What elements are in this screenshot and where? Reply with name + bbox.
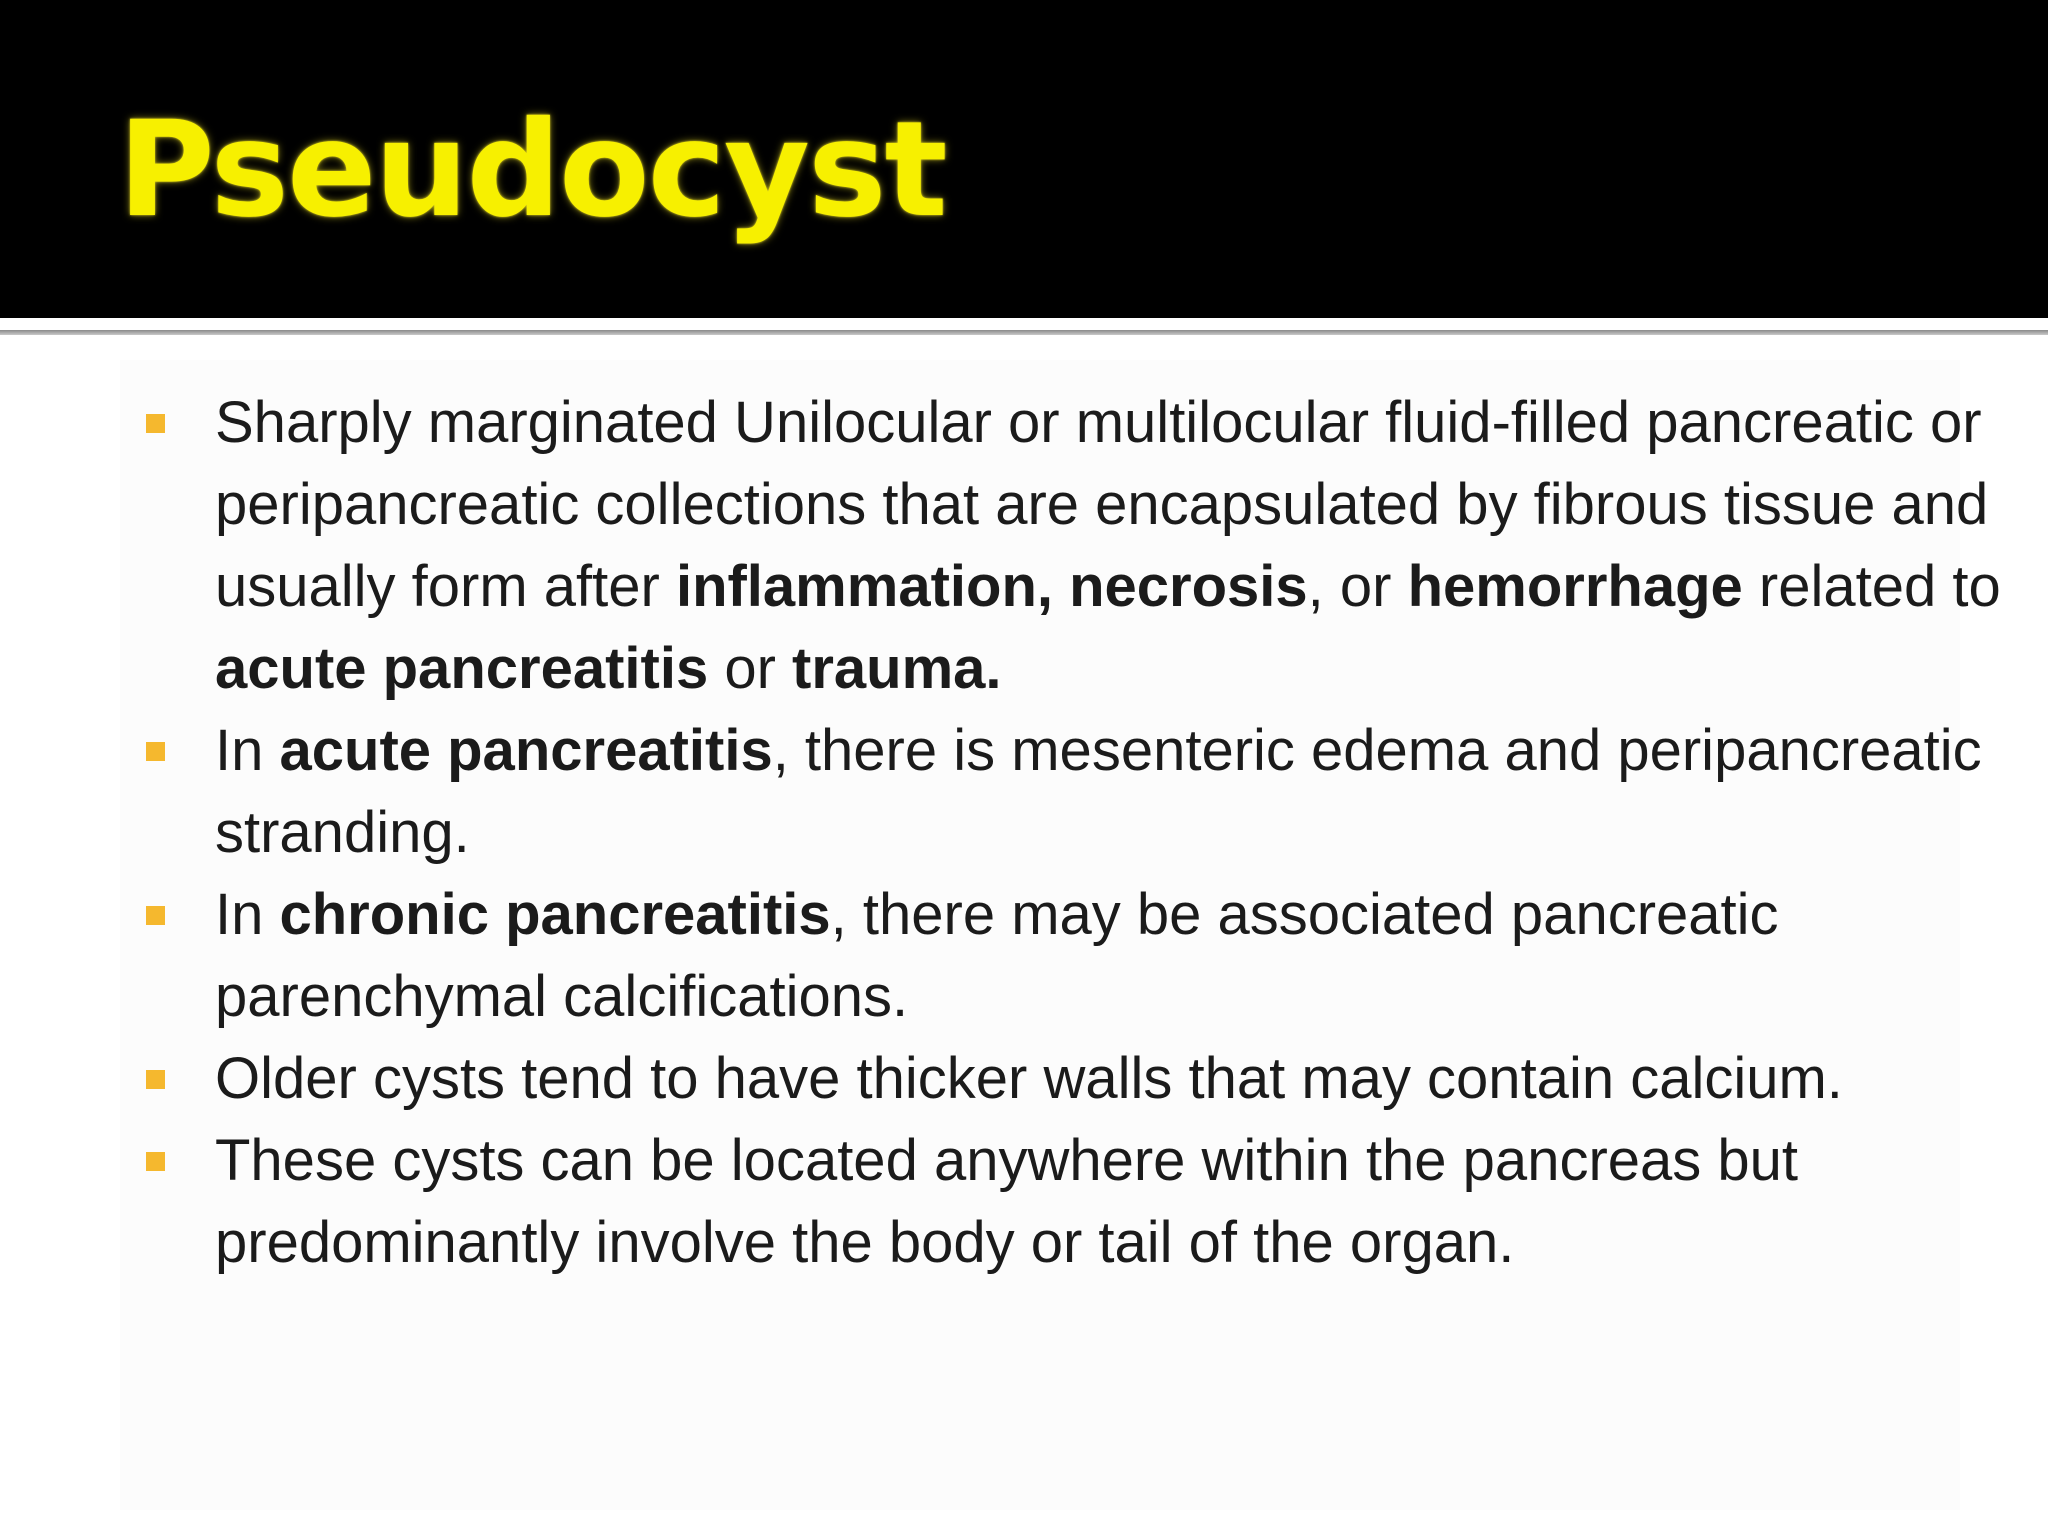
text-segment: Sharply marginated Unilocular or multilocular fluid-filled pancreatic or peripancreatic collections that are encapsulated by fibrous tissue and usually form after: [215, 390, 1989, 619]
bullet-item: [120, 1038, 2005, 1120]
bullet-list: [120, 360, 2001, 1284]
divider-line: [0, 330, 2048, 335]
slide-title: Pseudocyst: [118, 93, 946, 247]
bold-term: acute pancreatitis: [215, 636, 709, 701]
bold-term: hemorrhage: [1407, 554, 1743, 619]
square-bullet-icon: [146, 1152, 165, 1171]
divider-light: [0, 318, 2048, 326]
square-bullet-icon: [146, 1070, 165, 1089]
bold-term: acute pancreatitis: [279, 718, 773, 783]
bullet-text: [215, 390, 2001, 701]
text-segment: In: [215, 718, 280, 783]
text-segment: These cysts can be located anywhere within the pancreas but predominantly involve the body or tail of the organ.: [215, 1128, 1799, 1275]
bullet-text: [215, 718, 1982, 865]
bullet-item: [120, 710, 2005, 874]
bullet-text: [215, 1128, 1798, 1275]
text-segment: , there may be associated pancreatic parenchymal calcifications.: [215, 882, 1779, 1029]
bullet-item: [120, 874, 2005, 1038]
square-bullet-icon: [146, 742, 165, 761]
text-segment: , there is mesenteric edema and peripancreatic stranding.: [215, 718, 1982, 865]
text-segment: related to: [1742, 554, 2001, 619]
bullet-item: [120, 382, 2005, 710]
bullet-text: [215, 882, 1779, 1029]
square-bullet-icon: [146, 414, 165, 433]
bullet-text: [215, 1046, 1843, 1111]
square-bullet-icon: [146, 906, 165, 925]
bold-term: chronic pancreatitis: [279, 882, 831, 947]
text-segment: In: [215, 882, 280, 947]
text-segment: , or: [1307, 554, 1408, 619]
content-area: [120, 360, 2001, 1510]
text-segment: or: [708, 636, 793, 701]
text-segment: Older cysts tend to have thicker walls that may contain calcium.: [215, 1046, 1843, 1111]
bold-term: inflammation, necrosis: [675, 554, 1308, 619]
bullet-item: [120, 1120, 2005, 1284]
title-bar: [0, 0, 2048, 318]
bold-term: trauma.: [792, 636, 1002, 701]
